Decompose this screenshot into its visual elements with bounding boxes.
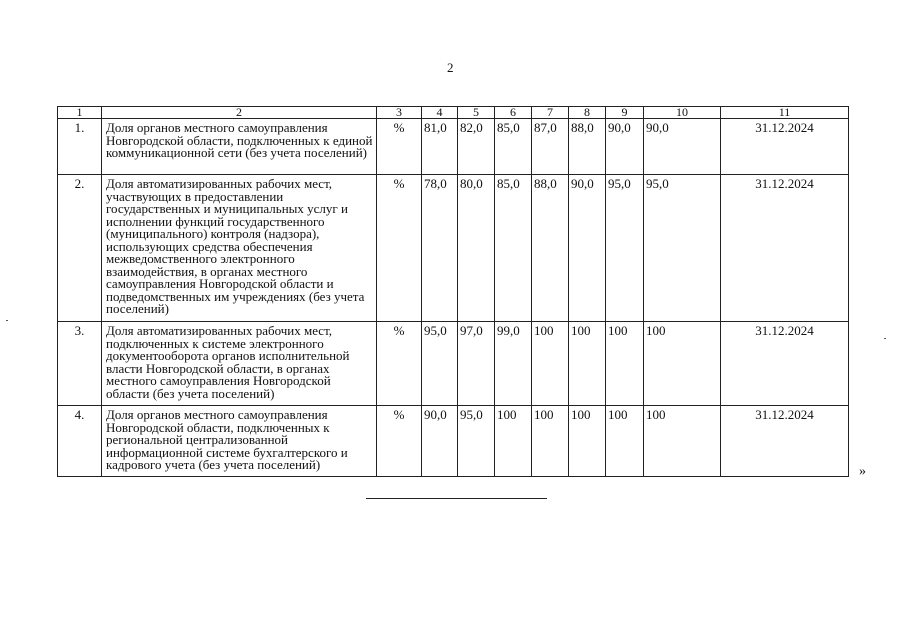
row-number: 2. (58, 175, 102, 322)
value-cell: 100 (569, 322, 606, 406)
value-cell: 80,0 (458, 175, 495, 322)
value-cell: 78,0 (422, 175, 458, 322)
indicator-name: Доля органов местного самоуправления Новгородской области, подключенных к региональной централизованной информационной системе бухгалтерского и кадрового учета (без учета поселений) (102, 406, 377, 477)
scan-speck (6, 320, 8, 321)
value-cell: 99,0 (495, 322, 532, 406)
value-cell: 85,0 (495, 175, 532, 322)
header-cell: 5 (458, 107, 495, 119)
value-cell: 100 (644, 322, 721, 406)
header-cell: 9 (606, 107, 644, 119)
header-cell: 7 (532, 107, 569, 119)
deadline-cell: 31.12.2024 (721, 175, 849, 322)
value-cell: 97,0 (458, 322, 495, 406)
table-row (58, 175, 849, 322)
deadline-cell: 31.12.2024 (721, 119, 849, 175)
value-cell: 100 (569, 406, 606, 477)
unit-cell: % (377, 406, 422, 477)
header-cell: 4 (422, 107, 458, 119)
value-cell: 95,0 (644, 175, 721, 322)
deadline-cell: 31.12.2024 (721, 406, 849, 477)
value-cell: 100 (644, 406, 721, 477)
value-cell: 90,0 (569, 175, 606, 322)
value-cell: 87,0 (532, 119, 569, 175)
header-cell: 8 (569, 107, 606, 119)
value-cell: 95,0 (458, 406, 495, 477)
header-cell: 10 (644, 107, 721, 119)
value-cell: 82,0 (458, 119, 495, 175)
row-number: 1. (58, 119, 102, 175)
value-cell: 81,0 (422, 119, 458, 175)
value-cell: 88,0 (532, 175, 569, 322)
indicator-name: Доля органов местного самоуправления Новгородской области, подключенных к единой коммуникационной сети (без учета поселений) (102, 119, 377, 175)
table-header-row (58, 107, 849, 119)
value-cell: 88,0 (569, 119, 606, 175)
value-cell: 90,0 (422, 406, 458, 477)
unit-cell: % (377, 119, 422, 175)
unit-cell: % (377, 322, 422, 406)
value-cell: 100 (606, 406, 644, 477)
value-cell: 100 (532, 406, 569, 477)
unit-cell: % (377, 175, 422, 322)
table-row (58, 322, 849, 406)
header-cell: 2 (102, 107, 377, 119)
indicator-name: Доля автоматизированных рабочих мест, подключенных к системе электронного документооборота органов исполнительной власти Новгородской области, в органах местного самоуправления Новгородской области (без учета поселений) (102, 322, 377, 406)
value-cell: 95,0 (422, 322, 458, 406)
value-cell: 100 (495, 406, 532, 477)
value-cell: 85,0 (495, 119, 532, 175)
header-cell: 11 (721, 107, 849, 119)
indicators-table (57, 106, 849, 477)
bottom-separator-line (366, 498, 547, 499)
value-cell: 100 (606, 322, 644, 406)
value-cell: 90,0 (606, 119, 644, 175)
header-cell: 1 (58, 107, 102, 119)
row-number: 4. (58, 406, 102, 477)
value-cell: 95,0 (606, 175, 644, 322)
value-cell: 90,0 (644, 119, 721, 175)
table-row (58, 406, 849, 477)
page-number: 2 (447, 60, 454, 75)
header-cell: 3 (377, 107, 422, 119)
scan-speck (884, 338, 886, 339)
value-cell: 100 (532, 322, 569, 406)
deadline-cell: 31.12.2024 (721, 322, 849, 406)
header-cell: 6 (495, 107, 532, 119)
table-row (58, 119, 849, 175)
row-number: 3. (58, 322, 102, 406)
indicator-name: Доля автоматизированных рабочих мест, участвующих в предоставлении государственных и муниципальных услуг и исполнении функций государственного (муниципального) контроля (надзора), использующих средства обеспечения межведомственного электронного взаимодействия, в органах местного самоуправления Новгородской области и подведомственных им учреждениях (без учета поселений) (102, 175, 377, 322)
closing-quote-mark: » (859, 464, 866, 479)
